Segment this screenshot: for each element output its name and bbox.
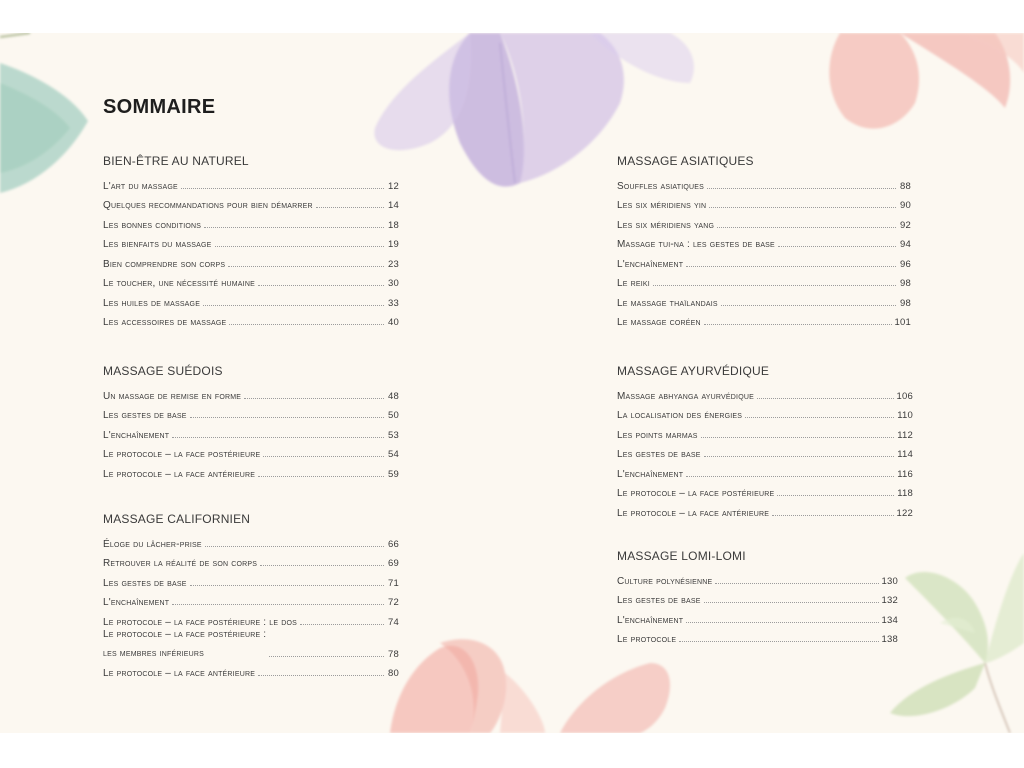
toc-entry[interactable] [617, 309, 911, 329]
toc-entry-label: L'enchaînement [617, 468, 684, 480]
dot-leader [686, 476, 894, 477]
dot-leader [704, 602, 879, 603]
toc-entry-label: Les bonnes conditions [103, 219, 202, 231]
toc-entry[interactable] [103, 402, 399, 422]
toc-entry[interactable] [103, 421, 399, 441]
page-title: SOMMAIRE [103, 96, 216, 118]
toc-entry[interactable] [617, 480, 913, 500]
toc-entry-page-number: 92 [900, 219, 911, 231]
toc-entry-label: Le protocole – la face antérieure [103, 468, 256, 480]
toc-entry[interactable] [617, 270, 911, 290]
toc-entry-page-number: 48 [388, 390, 399, 402]
dot-leader [745, 417, 894, 418]
dot-leader [269, 656, 384, 657]
toc-entry-page-number: 80 [388, 668, 399, 679]
toc-entry[interactable] [617, 626, 898, 646]
toc-entry-label: Un massage de remise en forme [103, 390, 242, 402]
dot-leader [653, 285, 896, 286]
toc-entry-label: Le protocole [617, 634, 677, 645]
toc-entry-page-number: 90 [900, 200, 911, 211]
dot-leader [316, 207, 384, 208]
toc-entry[interactable] [103, 460, 399, 480]
toc-entry-page-number: 14 [388, 200, 399, 211]
toc-entry[interactable] [617, 231, 911, 251]
toc-entry-page-number: 98 [900, 278, 911, 289]
toc-entry[interactable] [103, 309, 399, 329]
toc-entry-page-number: 132 [881, 595, 898, 606]
watercolor-green-flower-icon [890, 553, 1024, 733]
toc-entry-label: Souffles asiatiques [617, 180, 705, 192]
toc-entry-page-number: 30 [388, 278, 399, 289]
toc-entry[interactable] [617, 460, 913, 480]
toc-entry-label: Le protocole – la face postérieure [103, 449, 261, 460]
toc-entry-label: L'enchaînement [617, 614, 684, 626]
toc-entry-label: Culture polynésienne [617, 575, 713, 587]
toc-entry-label: Bien comprendre son corps [103, 258, 226, 270]
dot-leader [704, 456, 895, 457]
toc-entry-page-number: 12 [388, 180, 399, 192]
toc-entry[interactable] [617, 441, 913, 461]
toc-entry[interactable] [617, 606, 898, 626]
toc-section-massage-asiatiques [617, 152, 911, 328]
section-heading: MASSAGE AYURVÉDIQUE [617, 364, 770, 378]
toc-entry-page-number: 40 [388, 317, 399, 328]
toc-entry-label: Le toucher, une nécessité humaine [103, 278, 255, 289]
dot-leader [229, 324, 384, 325]
toc-entry-label: Les six méridiens yin [617, 200, 707, 211]
toc-entry-page-number: 114 [897, 449, 913, 460]
toc-entry-page-number: 50 [388, 410, 399, 421]
section-heading: MASSAGE LOMI-LOMI [617, 549, 746, 563]
toc-entry[interactable] [103, 172, 399, 192]
toc-entry-page-number: 101 [894, 317, 911, 328]
toc-entry-page-number: 96 [900, 258, 911, 270]
section-heading: MASSAGE ASIATIQUES [617, 154, 754, 168]
dot-leader [686, 266, 896, 267]
toc-entry[interactable] [617, 402, 913, 422]
dot-leader [190, 417, 384, 418]
toc-entry-page-number: 118 [897, 488, 913, 499]
toc-entry[interactable] [103, 270, 399, 290]
section-heading: MASSAGE SUÉDOIS [103, 364, 223, 378]
dot-leader [704, 324, 892, 325]
dot-leader [709, 207, 896, 208]
section-heading: MASSAGE CALIFORNIEN [103, 512, 251, 526]
toc-entry-label-line: les membres inférieurs [103, 647, 204, 659]
toc-entry-label: Massage tui-na : les gestes de base [617, 239, 775, 250]
toc-entry-page-number: 130 [881, 575, 898, 587]
dot-leader [717, 227, 896, 228]
toc-section-bien-etre [103, 152, 399, 328]
dot-leader [190, 585, 384, 586]
toc-entry-page-number: 110 [897, 410, 913, 421]
toc-section-massage-ayurvedique [617, 362, 913, 519]
toc-entry-page-number: 66 [388, 538, 399, 550]
toc-entry[interactable] [103, 250, 399, 270]
toc-entry[interactable] [617, 567, 898, 587]
dot-leader [777, 495, 894, 496]
toc-entry-page-number: 106 [896, 390, 913, 402]
toc-entry-label: Les bienfaits du massage [103, 239, 212, 250]
toc-entry[interactable] [617, 499, 913, 519]
toc-entry-label: Le reiki [617, 278, 650, 289]
toc-entry-page-number: 122 [896, 507, 913, 519]
toc-entry[interactable] [103, 382, 399, 402]
toc-entry-label: L'enchaînement [103, 597, 170, 608]
dot-leader [258, 476, 384, 477]
dot-leader [258, 675, 384, 676]
toc-entry-page-number: 116 [897, 468, 913, 480]
toc-section-massage-californien [103, 510, 399, 679]
toc-entry-label: Le protocole – la face antérieure [103, 668, 256, 679]
toc-entry-page-number: 72 [388, 597, 399, 608]
toc-entry[interactable] [103, 589, 399, 609]
dot-leader [715, 583, 878, 584]
toc-entry[interactable] [617, 587, 898, 607]
dot-leader [260, 565, 384, 566]
toc-entry-page-number: 23 [388, 258, 399, 270]
dot-leader [204, 227, 384, 228]
toc-entry-label: Les accessoires de massage [103, 317, 227, 328]
toc-entry-label: Massage abhyanga ayurvédique [617, 390, 754, 402]
toc-entry-label: Les huiles de massage [103, 297, 201, 309]
toc-section-massage-suedois [103, 362, 399, 480]
toc-entry[interactable] [103, 441, 399, 461]
toc-entry-label: L'enchaînement [617, 258, 684, 270]
toc-entry-page-number: 69 [388, 558, 399, 569]
toc-entry-page-number: 19 [388, 239, 399, 250]
toc-entry-page-number: 53 [388, 429, 399, 441]
toc-entry-page-number: 54 [388, 449, 399, 460]
dot-leader [721, 305, 896, 306]
toc-entry-page-number: 78 [388, 648, 399, 660]
toc-entry-label: Le protocole – la face antérieure [617, 507, 770, 519]
toc-entry-page-number: 94 [900, 239, 911, 250]
dot-leader [263, 456, 384, 457]
toc-entry-label: Le massage coréen [617, 317, 701, 328]
toc-entry-label: Les gestes de base [103, 577, 187, 589]
watercolor-pink-petal-bottom-icon [390, 639, 670, 733]
toc-entry-page-number: 71 [388, 577, 399, 589]
watercolor-pink-petal-icon [829, 33, 1024, 129]
toc-entry-label [103, 628, 266, 660]
toc-entry-label: Les points marmas [617, 429, 698, 441]
toc-entry[interactable] [103, 569, 399, 589]
toc-entry-page-number: 88 [900, 180, 911, 192]
toc-entry-label: L'art du massage [103, 180, 178, 192]
watercolor-teal-petal-icon [0, 33, 88, 193]
toc-entry-page-number: 33 [388, 297, 399, 309]
toc-entry-page-number: 59 [388, 468, 399, 480]
toc-entry-label: Les six méridiens yang [617, 219, 715, 231]
dot-leader [701, 437, 895, 438]
dot-leader [772, 515, 893, 516]
dot-leader [300, 624, 384, 625]
toc-entry[interactable] [103, 608, 399, 628]
toc-entry[interactable] [103, 211, 399, 231]
section-heading: BIEN-ÊTRE AU NATUREL [103, 154, 249, 168]
toc-entry-label: Éloge du lâcher-prise [103, 538, 202, 550]
toc-entry[interactable] [617, 172, 911, 192]
toc-entry-label-line: Le protocole – la face postérieure : [103, 628, 267, 640]
toc-entry[interactable] [103, 289, 399, 309]
dot-leader [757, 398, 894, 399]
toc-entry-label: Les gestes de base [617, 595, 701, 606]
toc-entry[interactable] [103, 530, 399, 550]
toc-entry-label: Quelques recommandations pour bien démarrer [103, 200, 313, 211]
toc-entry-label: Le protocole – la face postérieure [617, 488, 775, 499]
toc-page [0, 33, 1024, 733]
toc-entry[interactable] [617, 211, 911, 231]
toc-entry-page-number: 112 [897, 429, 913, 441]
dot-leader [244, 398, 384, 399]
toc-entry-label: Les gestes de base [103, 410, 187, 421]
dot-leader [181, 188, 384, 189]
toc-entry-label: La localisation des énergies [617, 410, 743, 421]
toc-entry-label: L'enchaînement [103, 429, 170, 441]
dot-leader [707, 188, 896, 189]
toc-entry-page-number: 74 [388, 616, 399, 628]
dot-leader [679, 641, 878, 642]
toc-entry[interactable] [617, 250, 911, 270]
toc-entry-page-number: 138 [881, 634, 898, 645]
dot-leader [203, 305, 384, 306]
dot-leader [258, 285, 384, 286]
dot-leader [228, 266, 384, 267]
toc-entry[interactable] [103, 628, 399, 660]
toc-entry[interactable] [617, 382, 913, 402]
dot-leader [778, 246, 896, 247]
toc-entry-label: Les gestes de base [617, 449, 701, 460]
dot-leader [172, 604, 384, 605]
dot-leader [172, 437, 384, 438]
dot-leader [215, 246, 384, 247]
toc-entry-page-number: 134 [881, 614, 898, 626]
toc-entry[interactable] [103, 660, 399, 680]
toc-entry-page-number: 98 [900, 297, 911, 309]
toc-entry[interactable] [617, 289, 911, 309]
toc-entry-page-number: 18 [388, 219, 399, 231]
toc-entry[interactable] [103, 192, 399, 212]
toc-entry-label: Le protocole – la face postérieure : le dos [103, 616, 297, 628]
toc-entry[interactable] [103, 231, 399, 251]
toc-entry[interactable] [103, 550, 399, 570]
toc-entry-label: Retrouver la réalité de son corps [103, 558, 258, 569]
toc-entry[interactable] [617, 421, 913, 441]
dot-leader [205, 546, 384, 547]
toc-entry[interactable] [617, 192, 911, 212]
toc-section-massage-lomi-lomi [617, 547, 898, 645]
toc-entry-label: Le massage thaïlandais [617, 297, 718, 309]
dot-leader [686, 622, 878, 623]
